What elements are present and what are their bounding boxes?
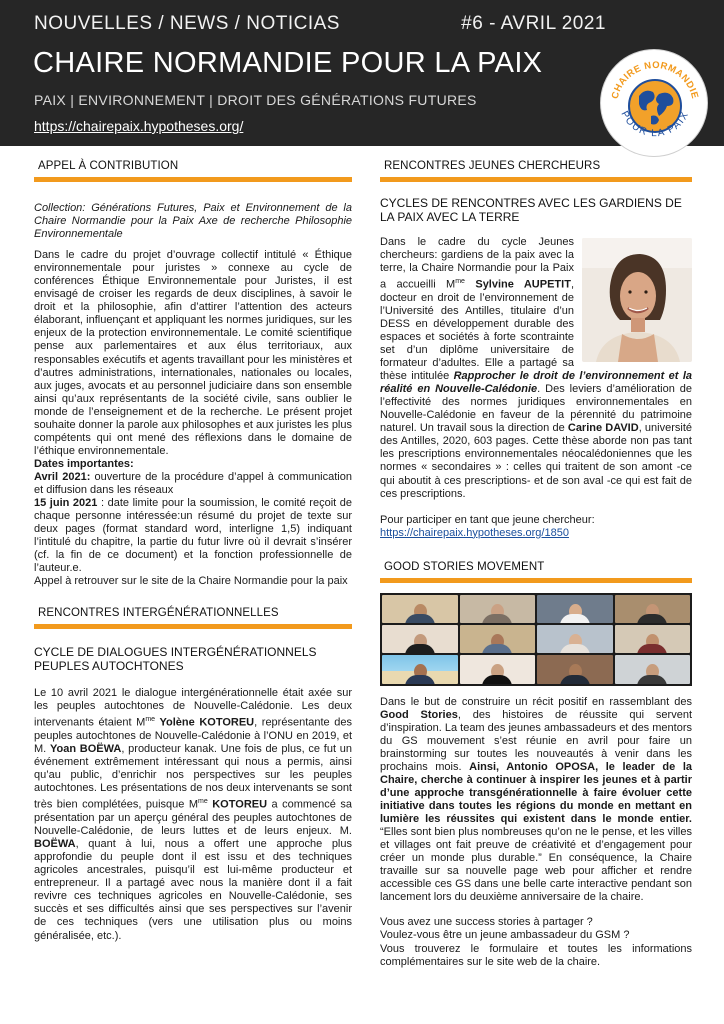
section-heading-gsm: GOOD STORIES MOVEMENT: [380, 555, 692, 583]
gsm-body: Dans le but de construire un récit positif en rassemblant des Good Stories, des histoires de réussite qui servent d’inspiration. La team des jeunes ambassadeurs et des mentors du GS mouvement s’est réunie en avril pour faire un brainstorming sur toutes les nouveautés à venir dans les prochains mois. Ainsi, Antonio OPOSA, le leader de la Chaire, cherche à continuer à inspirer les jeunes et à partir d’une approche transgénérationnelle à faire évoluer cette initiative dans toutes les régions du monde en mettant en lumière les réussites qui existent dans le monde entier. “Elles sont bien plus nombreuses qu’on ne le pense, et les villes et villages ont fait preuve de créativité et d’engagement pour créer un monde plus durable.” En conséquence, la Chaire travaille sur sa nouvelle page web pour afficher et rendre accessible ces GS dans une belle carte interactive pendant son lancement lors du deuxième anniversaire de la chaire.: [380, 695, 692, 904]
participant-tile: [537, 595, 613, 623]
jeunes-body: Dans le cadre du cycle Jeunes chercheurs: gardiens de la paix avec la terre, la Chaire Normandie pour la Paix a accueilli $M^{me}$ Sylvine AUPETIT, docteur en droit de l’environnement de l’Université des Antilles, titulaire d’un DESS en développement durable des espaces et sociétés à forte scontrainte set d’un diplôme universitaire de formateur d’adultes. Elle a partagé sa thèse intitulée Rapprocher le droit de l’environnement et la réalité en Nouvelle-Calédonie. Des leviers d’amélioration de l’effectivité des normes juridiques environnementales en Nouvelle-Calédonie en faveur de la pérennité du patrimoine naturel. Un travail sous la direction de Carine DAVID, université des Antilles, 2020, 603 pages. Cette thèse aborde non pas tant les prescriptions environnementales néocalédoniennes que les normes « secondaires » : celles qui traitent de son amont -ce qui aboutit à ces prescriptions- et de son aval -ce qui est fait de ces prescriptions.: [380, 236, 692, 500]
participant-tile: [460, 655, 536, 683]
participant-tile: [382, 625, 458, 653]
gsm-info: Vous trouverez le formulaire et toutes les informations complémentaires sur le site web de la chaire.: [380, 942, 692, 968]
section-heading-jeunes: RENCONTRES JEUNES CHERCHEURS: [380, 154, 692, 182]
svg-text:POUR LA PAIX: POUR LA PAIX: [618, 109, 692, 140]
site-link[interactable]: https://chairepaix.hypotheses.org/: [34, 118, 244, 134]
inter-subheading: CYCLE DE DIALOGUES INTERGÉNÉRATIONNELS PEUPLES AUTOCHTONES: [34, 645, 317, 674]
issue-number: #6 - AVRIL 2021: [461, 13, 606, 34]
page-title: CHAIRE NORMANDIE POUR LA PAIX: [33, 47, 543, 79]
participant-tile: [615, 625, 691, 653]
chaire-logo: [600, 49, 708, 157]
inter-body: Le 10 avril 2021 le dialogue intergénérationnelle était axée sur les peuples autochtones de Nouvelle-Calédonie. Les deux intervenants étaient $M^{me}$ Yolène KOTOREU, représentante des peuples autochtones de Nouvelle-Calédonie à l’ONU en 2019, et M. Yoan BOËWA, producteur kanak. Une fois de plus, ce fut un événement extrêmement intéressant qui nous a permis, ainsi qu’au public, d’enrichir nos perspectives sur les peuples autochtones. Les présentations de nos deux intervenants se sont très bien complétées, puisque $M^{me}$ KOTOREU a commencé sa présentation par un aperçu général des peuples autochtones de Nouvelle-Calédonie, de leurs luttes et de leurs enjeux. M. BOËWA, quant à lui, nous a offert une approche plus approfondie du peuple dont il est issu et des techniques agricoles ancestrales, puisqu’il est lui-même producteur et entrepreneur. Il a partagé avec nous la manière dont il a fait revivre ces techniques agricoles en Nouvelle-Calédonie, ses succès et ses difficultés ainsi que ses perspectives sur l’avenir de ces techniques (vers une utilisation plus ou moins généralisée, etc.).: [34, 687, 352, 942]
participant-tile: [382, 655, 458, 683]
participant-tile: [537, 655, 613, 683]
jeunes-subheading: CYCLES DE RENCONTRES AVEC LES GARDIENS DE LA PAIX AVEC LA TERRE: [380, 196, 682, 224]
header-subtitle: PAIX | ENVIRONNEMENT | DROIT DES GÉNÉRATIONS FUTURES: [34, 92, 477, 108]
participant-tile: [615, 655, 691, 683]
appel-body: Dans le cadre du projet d’ouvrage collectif intitulé « Éthique environnementale pour juristes » connexe au cycle de conférences Éthique Environnementale pour Juristes, il est envisagé de croiser les regards de deux disciplines, à savoir le droit et la philosophie, afin d’attirer l’attention des acteurs élaborant, influençant et appliquant les normes juridiques, sur les enjeux de la protection environnementale. Le comité scientifique pense aux parlementaires et aux élus territoriaux, aux responsables exécutifs et agents travaillant pour les ministères et d’autres administrations, internationales, nationales ou locales, aux juges, avocats et au personnel judiciaire dans son ensemble ainsi qu’aux représentants de la société civile, sans oublier le monde de l’enseignement et de la recherche. Le présent projet souhaite donner la parole aux philosophes et aux juristes les plus compétents qui ont mené des réflexions dans le domaine de l’éthique environnementale.: [34, 249, 352, 457]
date-item-1: Avril 2021: ouverture de la procédure d’appel à communication et diffusion dans les réseaux: [34, 470, 352, 496]
participate-text: Pour participer en tant que jeune chercheur:: [380, 513, 595, 526]
appel-intro: Collection: Générations Futures, Paix et Environnement de la Chaire Normandie pour la Paix Axe de recherche Philosophie Environnementale: [34, 202, 352, 241]
participant-tile: [537, 625, 613, 653]
gsm-question-1: Vous avez une success stories à partager ?: [380, 916, 593, 929]
jeunes-block: [380, 236, 692, 501]
gsm-question-2: Voulez-vous être un jeune ambassadeur du GSM ?: [380, 929, 630, 942]
header-tagline: NOUVELLES / NEWS / NOTICIAS: [34, 13, 340, 34]
participant-tile: [382, 595, 458, 623]
participate-link[interactable]: https://chairepaix.hypotheses.org/1850: [380, 526, 569, 539]
section-heading-appel: APPEL À CONTRIBUTION: [34, 154, 352, 182]
participant-tile: [460, 625, 536, 653]
appel-closing: Appel à retrouver sur le site de la Chaire Normandie pour la paix: [34, 575, 348, 588]
right-column: [380, 154, 692, 969]
date-item-2: 15 juin 2021 : date limite pour la soumission, le comité reçoit de chaque personne intéressée:un résumé du projet de texte sur deux pages (format standard word, interligne 1,5) indiquant l’intitulé du chapitre, la partie du futur livre où il devrait s’insérer (cf. la fin de ce document) et la fonction professionnelle de l’auteur.e.: [34, 497, 352, 575]
video-call-screenshot: [380, 593, 692, 686]
participant-tile: [615, 595, 691, 623]
portrait-photo: [582, 238, 692, 362]
participant-tile: [460, 595, 536, 623]
section-heading-inter: RENCONTRES INTERGÉNÉRATIONNELLES: [34, 601, 352, 629]
svg-text:CHAIRE NORMANDIE: CHAIRE NORMANDIE: [609, 59, 701, 101]
dates-label: Dates importantes:: [34, 457, 134, 470]
left-column: [34, 154, 352, 943]
